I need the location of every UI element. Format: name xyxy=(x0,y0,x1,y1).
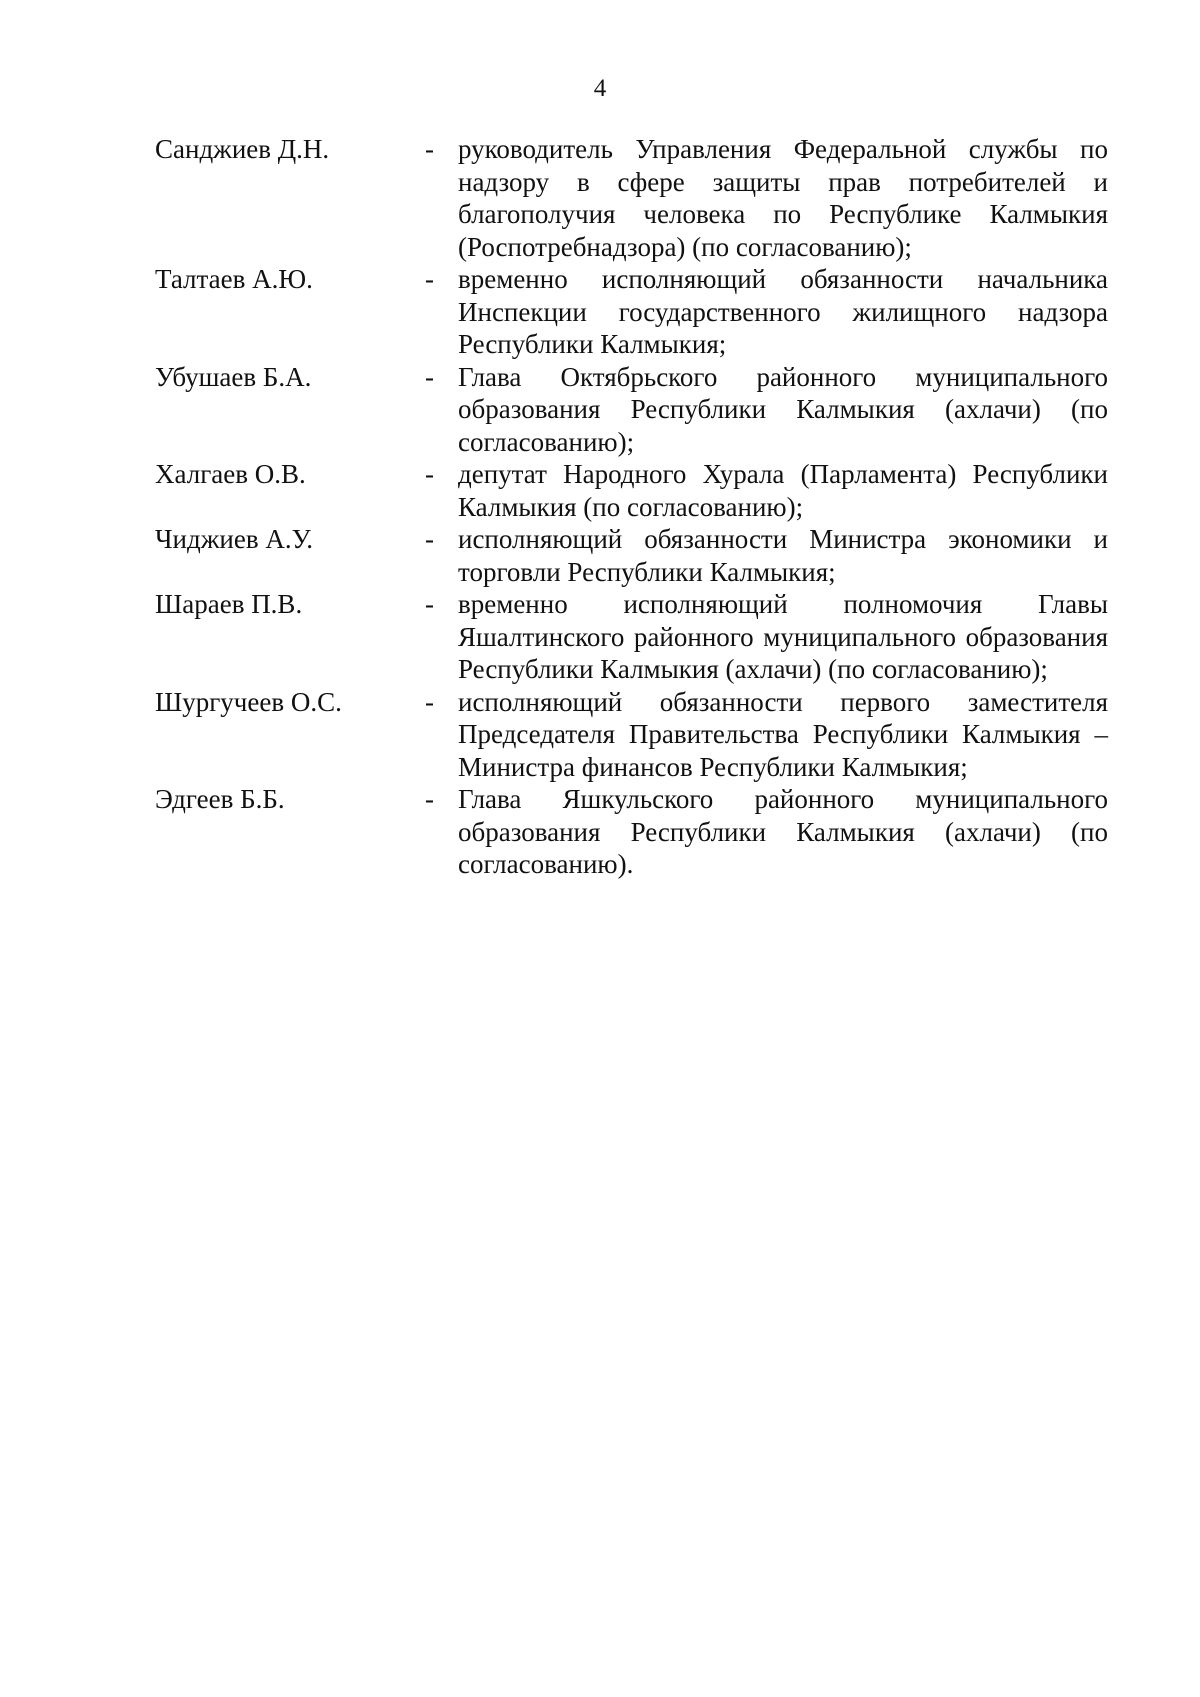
member-name: Чиджиев А.У. xyxy=(155,524,314,554)
member-name: Шургучеев О.С. xyxy=(155,686,342,717)
dash-separator: - xyxy=(425,524,434,554)
member-name: Халгаев О.В. xyxy=(155,459,306,489)
list-item xyxy=(155,361,1108,459)
member-name: Санджиев Д.Н. xyxy=(155,134,330,164)
member-position: депутат Народного Хурала (Парламента) Республики Калмыкия (по согласованию); xyxy=(458,459,1108,522)
dash-separator: - xyxy=(425,264,434,294)
list-item xyxy=(155,133,1108,263)
member-position: исполняющий обязанности первого заместителя Председателя Правительства Республики Калмыкия – Министра финансов Республики Калмыкия; xyxy=(458,686,1108,782)
member-position: руководитель Управления Федеральной службы по надзору в сфере защиты прав потребителей и благополучия человека по Республике Калмыкия (Роспотребнадзора) (по согласованию); xyxy=(458,134,1108,262)
member-name: Талтаев А.Ю. xyxy=(155,264,313,294)
list-item xyxy=(155,783,1108,881)
list-item xyxy=(155,523,1108,588)
dash-separator: - xyxy=(425,589,434,619)
dash-separator: - xyxy=(425,784,434,814)
dash-separator: - xyxy=(425,459,434,489)
member-position: исполняющий обязанности Министра экономики и торговли Республики Калмыкия; xyxy=(458,524,1108,587)
list-item xyxy=(155,686,1108,784)
member-name: Убушаев Б.А. xyxy=(155,361,312,392)
dash-separator: - xyxy=(425,686,434,717)
member-name: Эдгеев Б.Б. xyxy=(155,784,285,814)
member-position: временно исполняющий обязанности начальника Инспекции государственного жилищного надзора Республики Калмыкия; xyxy=(458,264,1108,359)
member-position: временно исполняющий полномочия Главы Яшалтинского районного муниципального образования Республики Калмыкия (ахлачи) (по согласованию); xyxy=(458,589,1108,684)
list-item xyxy=(155,458,1108,523)
dash-separator: - xyxy=(425,134,434,164)
member-list xyxy=(155,133,1108,881)
member-position: Глава Яшкульского районного муниципального образования Республики Калмыкия (ахлачи) (по согласованию). xyxy=(458,784,1108,879)
member-name: Шараев П.В. xyxy=(155,589,303,619)
list-item xyxy=(155,263,1108,361)
member-position: Глава Октябрьского районного муниципального образования Республики Калмыкия (ахлачи) (по согласованию); xyxy=(458,361,1108,457)
page-number: 4 xyxy=(593,75,607,102)
list-item xyxy=(155,588,1108,686)
dash-separator: - xyxy=(425,361,434,392)
